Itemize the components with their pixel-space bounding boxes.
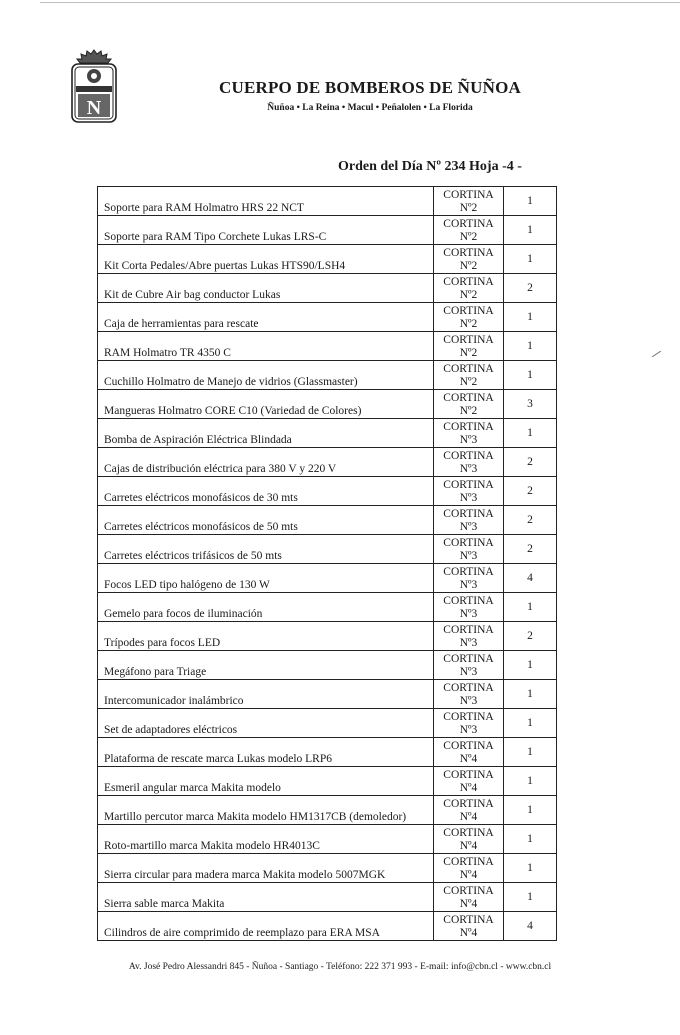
- location-number: Nº4: [459, 897, 478, 910]
- item-description: Set de adaptadores eléctricos: [98, 709, 434, 738]
- location-number: Nº3: [459, 491, 478, 504]
- location-label: CORTINA: [443, 217, 494, 230]
- table-row: [98, 767, 557, 796]
- item-location: [434, 477, 504, 506]
- item-location: [434, 825, 504, 854]
- item-description: Sierra sable marca Makita: [98, 883, 434, 912]
- item-quantity: 4: [504, 912, 557, 941]
- location-label: CORTINA: [443, 797, 494, 810]
- location-label: CORTINA: [443, 710, 494, 723]
- table-row: [98, 709, 557, 738]
- item-description: Kit de Cubre Air bag conductor Lukas: [98, 274, 434, 303]
- location-label: CORTINA: [443, 449, 494, 462]
- item-quantity: 1: [504, 245, 557, 274]
- location-label: CORTINA: [443, 391, 494, 404]
- location-number: Nº3: [459, 694, 478, 707]
- location-label: CORTINA: [443, 739, 494, 752]
- item-quantity: 1: [504, 709, 557, 738]
- item-location: [434, 651, 504, 680]
- location-number: Nº2: [459, 404, 478, 417]
- item-location: [434, 390, 504, 419]
- item-location: [434, 187, 504, 216]
- item-quantity: 1: [504, 361, 557, 390]
- item-location: [434, 564, 504, 593]
- location-number: Nº2: [459, 317, 478, 330]
- item-quantity: 2: [504, 622, 557, 651]
- item-location: [434, 709, 504, 738]
- location-number: Nº4: [459, 781, 478, 794]
- order-of-day-heading: Orden del Día Nº 234 Hoja -4 -: [338, 159, 522, 174]
- item-quantity: 1: [504, 767, 557, 796]
- item-location: [434, 419, 504, 448]
- item-description: Megáfono para Triage: [98, 651, 434, 680]
- table-row: [98, 506, 557, 535]
- table-row: [98, 361, 557, 390]
- table-row: [98, 883, 557, 912]
- item-location: [434, 303, 504, 332]
- location-label: CORTINA: [443, 652, 494, 665]
- table-row: [98, 448, 557, 477]
- location-label: CORTINA: [443, 623, 494, 636]
- communes-subtitle: Ñuñoa • La Reina • Macul • Peñalolen • La Florida: [267, 103, 473, 113]
- location-label: CORTINA: [443, 275, 494, 288]
- item-location: [434, 274, 504, 303]
- item-description: Gemelo para focos de iluminación: [98, 593, 434, 622]
- location-label: CORTINA: [443, 536, 494, 549]
- table-row: [98, 796, 557, 825]
- location-label: CORTINA: [443, 565, 494, 578]
- item-location: [434, 767, 504, 796]
- location-number: Nº3: [459, 723, 478, 736]
- item-quantity: 1: [504, 187, 557, 216]
- table-row: [98, 622, 557, 651]
- item-location: [434, 622, 504, 651]
- location-label: CORTINA: [443, 420, 494, 433]
- location-number: Nº3: [459, 549, 478, 562]
- location-number: Nº3: [459, 462, 478, 475]
- location-number: Nº3: [459, 607, 478, 620]
- item-location: [434, 680, 504, 709]
- item-description: Carretes eléctricos trifásicos de 50 mts: [98, 535, 434, 564]
- location-number: Nº3: [459, 433, 478, 446]
- table-row: [98, 332, 557, 361]
- table-row: [98, 303, 557, 332]
- item-quantity: 2: [504, 448, 557, 477]
- location-number: Nº4: [459, 810, 478, 823]
- location-label: CORTINA: [443, 913, 494, 926]
- item-location: [434, 332, 504, 361]
- item-quantity: 2: [504, 274, 557, 303]
- footer-address: Av. José Pedro Alessandri 845 - Ñuñoa - Santiago - Teléfono: 222 371 993 - E-mail: info@cbn.cl - www.cbn.cl: [128, 962, 552, 972]
- item-description: Trípodes para focos LED: [98, 622, 434, 651]
- item-description: Esmeril angular marca Makita modelo: [98, 767, 434, 796]
- table-row: [98, 593, 557, 622]
- table-row: [98, 854, 557, 883]
- item-location: [434, 361, 504, 390]
- location-label: CORTINA: [443, 362, 494, 375]
- location-label: CORTINA: [443, 333, 494, 346]
- location-number: Nº3: [459, 665, 478, 678]
- table-row: [98, 680, 557, 709]
- location-label: CORTINA: [443, 246, 494, 259]
- item-quantity: 3: [504, 390, 557, 419]
- location-number: Nº3: [459, 520, 478, 533]
- table-row: [98, 738, 557, 767]
- item-location: [434, 738, 504, 767]
- letterhead: [150, 78, 590, 113]
- item-quantity: 1: [504, 854, 557, 883]
- item-description: Roto-martillo marca Makita modelo HR4013C: [98, 825, 434, 854]
- location-number: Nº4: [459, 868, 478, 881]
- location-label: CORTINA: [443, 507, 494, 520]
- item-description: Soporte para RAM Tipo Corchete Lukas LRS-C: [98, 216, 434, 245]
- item-location: [434, 883, 504, 912]
- item-quantity: 1: [504, 593, 557, 622]
- item-description: Soporte para RAM Holmatro HRS 22 NCT: [98, 187, 434, 216]
- item-description: RAM Holmatro TR 4350 C: [98, 332, 434, 361]
- location-number: Nº2: [459, 346, 478, 359]
- organization-title: CUERPO DE BOMBEROS DE ÑUÑOA: [219, 78, 521, 97]
- location-number: Nº3: [459, 636, 478, 649]
- item-description: Cilindros de aire comprimido de reemplazo para ERA MSA: [98, 912, 434, 941]
- item-quantity: 1: [504, 738, 557, 767]
- item-location: [434, 216, 504, 245]
- item-location: [434, 535, 504, 564]
- item-quantity: 1: [504, 825, 557, 854]
- item-description: Bomba de Aspiración Eléctrica Blindada: [98, 419, 434, 448]
- location-label: CORTINA: [443, 884, 494, 897]
- item-location: [434, 854, 504, 883]
- item-quantity: 1: [504, 796, 557, 825]
- table-row: [98, 187, 557, 216]
- item-quantity: 4: [504, 564, 557, 593]
- item-description: Carretes eléctricos monofásicos de 30 mts: [98, 477, 434, 506]
- location-number: Nº4: [459, 839, 478, 852]
- item-description: Kit Corta Pedales/Abre puertas Lukas HTS90/LSH4: [98, 245, 434, 274]
- table-row: [98, 245, 557, 274]
- location-label: CORTINA: [443, 855, 494, 868]
- bomberos-nunoa-crest-icon: [66, 48, 122, 126]
- item-description: Cajas de distribución eléctrica para 380 V y 220 V: [98, 448, 434, 477]
- item-quantity: 1: [504, 303, 557, 332]
- table-row: [98, 825, 557, 854]
- table-row: [98, 477, 557, 506]
- item-location: [434, 506, 504, 535]
- location-label: CORTINA: [443, 768, 494, 781]
- location-number: Nº4: [459, 926, 478, 939]
- item-quantity: 2: [504, 477, 557, 506]
- location-label: CORTINA: [443, 681, 494, 694]
- item-location: [434, 912, 504, 941]
- item-description: Carretes eléctricos monofásicos de 50 mts: [98, 506, 434, 535]
- item-quantity: 1: [504, 883, 557, 912]
- page-top-border: [40, 2, 680, 3]
- location-label: CORTINA: [443, 594, 494, 607]
- item-quantity: 1: [504, 680, 557, 709]
- table-row: [98, 651, 557, 680]
- item-description: Caja de herramientas para rescate: [98, 303, 434, 332]
- table-row: [98, 390, 557, 419]
- location-number: Nº2: [459, 259, 478, 272]
- table-row: [98, 274, 557, 303]
- item-location: [434, 593, 504, 622]
- location-number: Nº3: [459, 578, 478, 591]
- equipment-table-body: [98, 187, 557, 941]
- svg-text:N: N: [86, 97, 102, 119]
- table-row: [98, 564, 557, 593]
- item-quantity: 2: [504, 535, 557, 564]
- location-number: Nº2: [459, 201, 478, 214]
- stray-pen-mark: [652, 344, 662, 350]
- equipment-table: [97, 186, 557, 941]
- table-row: [98, 912, 557, 941]
- item-location: [434, 796, 504, 825]
- item-quantity: 1: [504, 216, 557, 245]
- location-number: Nº2: [459, 288, 478, 301]
- item-quantity: 1: [504, 332, 557, 361]
- location-label: CORTINA: [443, 304, 494, 317]
- item-description: Intercomunicador inalámbrico: [98, 680, 434, 709]
- item-quantity: 1: [504, 651, 557, 680]
- location-number: Nº2: [459, 375, 478, 388]
- location-label: CORTINA: [443, 826, 494, 839]
- table-row: [98, 535, 557, 564]
- item-description: Martillo percutor marca Makita modelo HM1317CB (demoledor): [98, 796, 434, 825]
- item-quantity: 2: [504, 506, 557, 535]
- location-number: Nº4: [459, 752, 478, 765]
- location-label: CORTINA: [443, 478, 494, 491]
- location-label: CORTINA: [443, 188, 494, 201]
- item-description: Sierra circular para madera marca Makita modelo 5007MGK: [98, 854, 434, 883]
- item-location: [434, 245, 504, 274]
- table-row: [98, 419, 557, 448]
- item-description: Mangueras Holmatro CORE C10 (Variedad de Colores): [98, 390, 434, 419]
- item-location: [434, 448, 504, 477]
- item-description: Focos LED tipo halógeno de 130 W: [98, 564, 434, 593]
- location-number: Nº2: [459, 230, 478, 243]
- item-description: Cuchillo Holmatro de Manejo de vidrios (Glassmaster): [98, 361, 434, 390]
- item-description: Plataforma de rescate marca Lukas modelo LRP6: [98, 738, 434, 767]
- table-row: [98, 216, 557, 245]
- item-quantity: 1: [504, 419, 557, 448]
